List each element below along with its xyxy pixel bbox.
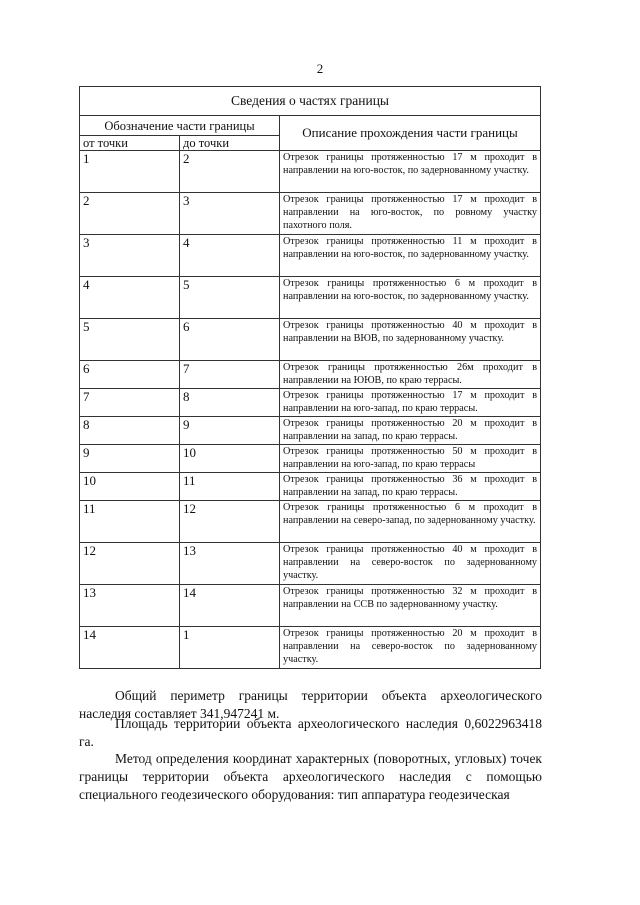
area-paragraph: Площадь территории объекта археологического наследия 0,6022963418 га. bbox=[79, 716, 542, 749]
to-point-cell: 1 bbox=[180, 627, 280, 669]
segment-description-cell: Отрезок границы протяженностью 6 м проходит в направлении на северо-запад, по задернованному участку. bbox=[280, 501, 541, 543]
from-point-cell: 12 bbox=[80, 543, 180, 585]
segment-description-cell: Отрезок границы протяженностью 40 м проходит в направлении на ВЮВ, по задернованному участку. bbox=[280, 319, 541, 361]
segment-description-cell: Отрезок границы протяженностью 40 м проходит в направлении на северо-восток по задернованному участку. bbox=[280, 543, 541, 585]
table-row bbox=[80, 473, 541, 501]
to-point-cell: 14 bbox=[180, 585, 280, 627]
from-point-cell: 2 bbox=[80, 193, 180, 235]
to-point-cell: 9 bbox=[180, 417, 280, 445]
from-point-cell: 7 bbox=[80, 389, 180, 417]
from-point-cell: 11 bbox=[80, 501, 180, 543]
to-point-cell: 5 bbox=[180, 277, 280, 319]
to-point-cell: 7 bbox=[180, 361, 280, 389]
segment-description-cell: Отрезок границы протяженностью 36 м проходит в направлении на запад, по краю террасы. bbox=[280, 473, 541, 501]
from-point-cell: 4 bbox=[80, 277, 180, 319]
table-header-row bbox=[80, 116, 541, 136]
from-point-cell: 3 bbox=[80, 235, 180, 277]
column-header-from: от точки bbox=[80, 136, 180, 151]
segment-description-cell: Отрезок границы протяженностью 26м проходит в направлении на ЮЮВ, по краю террасы. bbox=[280, 361, 541, 389]
table-row bbox=[80, 235, 541, 277]
table-row bbox=[80, 389, 541, 417]
perimeter-paragraph: Общий периметр границы территории объекта археологического наследия составляет 341,947241 м. bbox=[79, 688, 542, 721]
from-point-cell: 10 bbox=[80, 473, 180, 501]
table-title: Сведения о частях границы bbox=[80, 87, 541, 116]
table-row bbox=[80, 543, 541, 585]
to-point-cell: 3 bbox=[180, 193, 280, 235]
from-point-cell: 5 bbox=[80, 319, 180, 361]
from-point-cell: 1 bbox=[80, 151, 180, 193]
to-point-cell: 2 bbox=[180, 151, 280, 193]
table-row bbox=[80, 417, 541, 445]
table-row bbox=[80, 585, 541, 627]
segment-description-cell: Отрезок границы протяженностью 6 м проходит в направлении на юго-восток, по задернованному участку. bbox=[280, 277, 541, 319]
method-paragraph: Метод определения координат характерных (поворотных, угловых) точек границы территории объекта археологического наследия с помощью специального геодезического оборудования: тип аппаратура геодезическая bbox=[79, 751, 542, 802]
table-row bbox=[80, 445, 541, 473]
segment-description-cell: Отрезок границы протяженностью 20 м проходит в направлении на запад, по краю террасы. bbox=[280, 417, 541, 445]
page-number: 2 bbox=[316, 61, 324, 76]
segment-description-cell: Отрезок границы протяженностью 17 м проходит в направлении на юго-восток, по ровному участку пахотного поля. bbox=[280, 193, 541, 235]
column-header-designation: Обозначение части границы bbox=[80, 116, 280, 136]
from-point-cell: 6 bbox=[80, 361, 180, 389]
table-title-row bbox=[80, 87, 541, 116]
table-row bbox=[80, 151, 541, 193]
to-point-cell: 12 bbox=[180, 501, 280, 543]
table-row bbox=[80, 627, 541, 669]
from-point-cell: 14 bbox=[80, 627, 180, 669]
segment-description-cell: Отрезок границы протяженностью 17 м проходит в направлении на юго-запад, по краю террасы. bbox=[280, 389, 541, 417]
from-point-cell: 9 bbox=[80, 445, 180, 473]
to-point-cell: 8 bbox=[180, 389, 280, 417]
segment-description-cell: Отрезок границы протяженностью 11 м проходит в направлении на юго-восток, по задернованному участку. bbox=[280, 235, 541, 277]
to-point-cell: 13 bbox=[180, 543, 280, 585]
column-header-to: до точки bbox=[180, 136, 280, 151]
segment-description-cell: Отрезок границы протяженностью 50 м проходит в направлении на юго-запад, по краю террасы bbox=[280, 445, 541, 473]
to-point-cell: 6 bbox=[180, 319, 280, 361]
to-point-cell: 10 bbox=[180, 445, 280, 473]
table-row bbox=[80, 277, 541, 319]
from-point-cell: 13 bbox=[80, 585, 180, 627]
column-header-description: Описание прохождения части границы bbox=[280, 116, 541, 151]
segment-description-cell: Отрезок границы протяженностью 17 м проходит в направлении на юго-восток, по задернованному участку. bbox=[280, 151, 541, 193]
to-point-cell: 11 bbox=[180, 473, 280, 501]
from-point-cell: 8 bbox=[80, 417, 180, 445]
boundary-parts-table bbox=[79, 86, 541, 669]
table-row bbox=[80, 193, 541, 235]
segment-description-cell: Отрезок границы протяженностью 32 м проходит в направлении на ССВ по задернованному участку. bbox=[280, 585, 541, 627]
segment-description-cell: Отрезок границы протяженностью 20 м проходит в направлении на северо-восток по задернованному участку. bbox=[280, 627, 541, 669]
table-row bbox=[80, 319, 541, 361]
to-point-cell: 4 bbox=[180, 235, 280, 277]
table-row bbox=[80, 361, 541, 389]
table-row bbox=[80, 501, 541, 543]
